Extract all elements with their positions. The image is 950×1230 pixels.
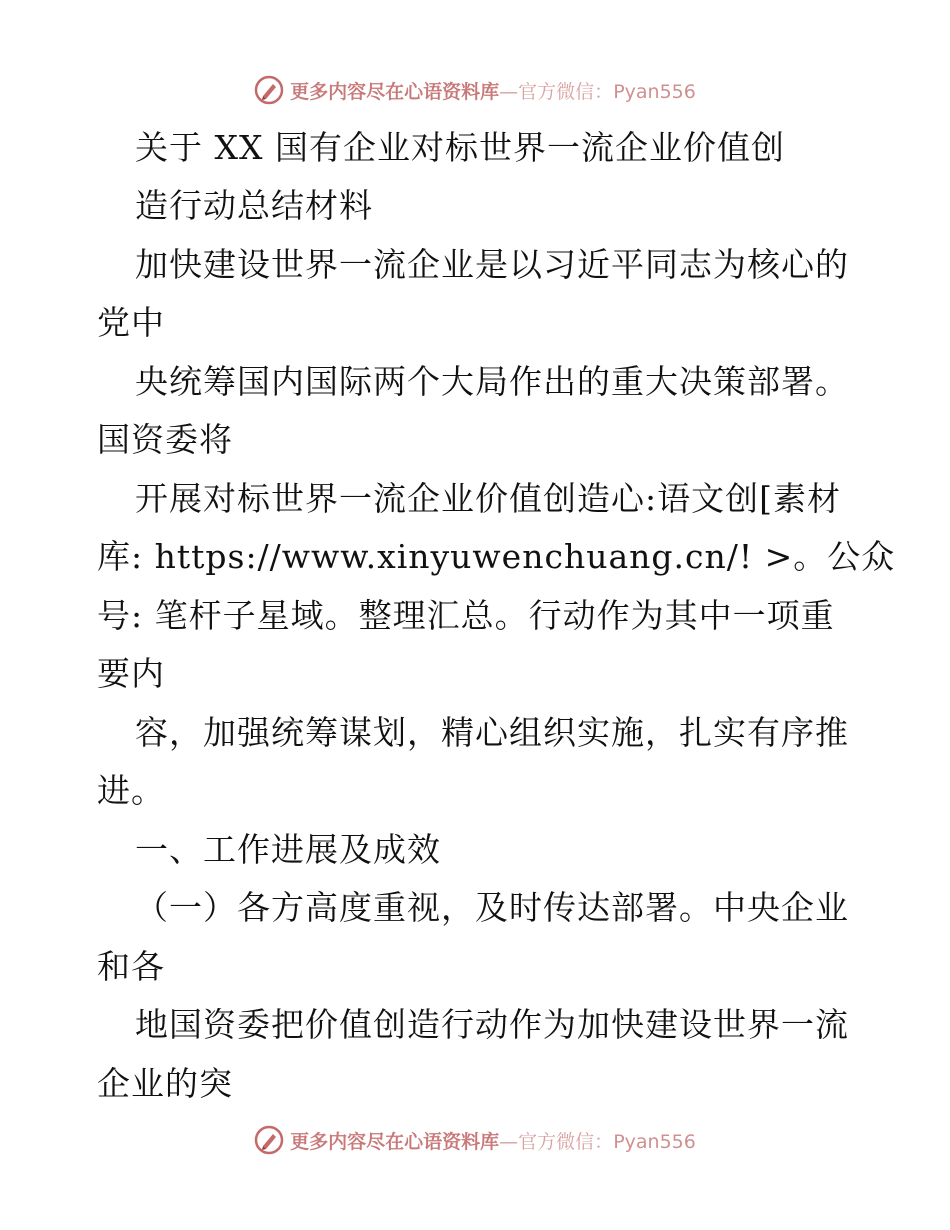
- footer-banner-lead: 更多内容尽在心语资料库: [290, 1130, 500, 1153]
- header-banner-handle: Pyan556: [613, 80, 696, 103]
- footer-banner-handle: Pyan556: [613, 1130, 696, 1153]
- paragraph-3-line-3: 号: 笔杆子星域。整理汇总。行动作为其中一项重: [97, 596, 835, 635]
- header-banner-lead: 更多内容尽在心语资料库: [290, 80, 500, 103]
- footer-banner-dash: —: [499, 1130, 519, 1153]
- footer-banner-text: [290, 1127, 696, 1154]
- paragraph-2-line-2: 国资委将: [97, 420, 233, 459]
- document-title-line-1: 关于 XX 国有企业对标世界一流企业价值创: [135, 128, 785, 167]
- paragraph-4-line-1: 容，加强统筹谋划，精心组织实施，扎实有序推: [135, 713, 849, 752]
- paragraph-1-line-1: 加快建设世界一流企业是以习近平同志为核心的: [135, 245, 849, 284]
- section-1-heading: 一、工作进展及成效: [135, 830, 441, 869]
- header-watermark-banner: [0, 70, 950, 110]
- paragraph-1-line-2: 党中: [97, 303, 165, 342]
- footer-banner-official: 官方微信：: [518, 1130, 614, 1153]
- section-1-paragraph-2-line-1: 地国资委把价值创造行动作为加快建设世界一流: [135, 1005, 849, 1044]
- pen-logo-icon: [254, 1125, 284, 1155]
- footer-watermark-banner: [0, 1120, 950, 1160]
- paragraph-3-line-4: 要内: [97, 654, 165, 693]
- paragraph-3-line-2: 库: https://www.xinyuwenchuang.cn/! >。公众: [97, 537, 896, 576]
- section-1-paragraph-1-line-1: （一）各方高度重视，及时传达部署。中央企业: [135, 888, 849, 927]
- header-banner-official: 官方微信：: [518, 80, 614, 103]
- paragraph-4-line-2: 进。: [97, 771, 165, 810]
- document-title-line-2: 造行动总结材料: [135, 186, 373, 225]
- section-1-paragraph-2-line-2: 企业的突: [97, 1064, 233, 1103]
- paragraph-2-line-1: 央统筹国内国际两个大局作出的重大决策部署。: [135, 362, 849, 401]
- header-banner-text: [290, 77, 696, 104]
- paragraph-3-line-1: 开展对标世界一流企业价值创造心:语文创[素材: [135, 479, 841, 518]
- pen-logo-icon: [254, 75, 284, 105]
- section-1-paragraph-1-line-2: 和各: [97, 947, 165, 986]
- header-banner-dash: —: [499, 80, 519, 103]
